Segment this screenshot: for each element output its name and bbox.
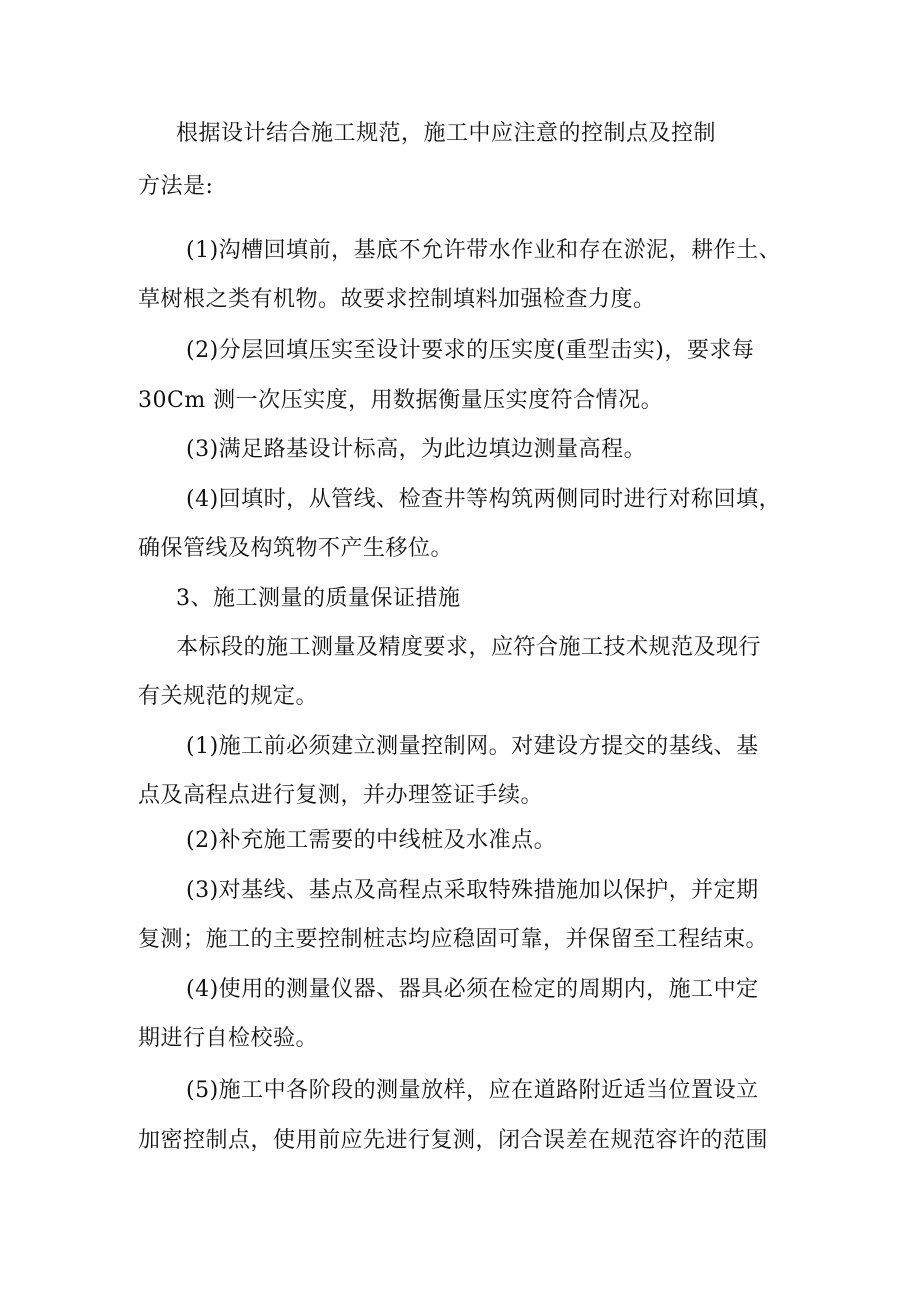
text-line: (3)满足路基设计标高，为此边填边测量高程。	[186, 437, 647, 462]
text-line: (5)施工中各阶段的测量放样，应在道路附近适当位置设立	[186, 1078, 759, 1103]
text-line: 复测；施工的主要控制桩志均应稳固可靠，并保留至工程结束。	[138, 927, 769, 952]
section-heading: 3、施工测量的质量保证措施	[176, 586, 461, 611]
text-line: (4)回填时，从管线、检查井等构筑两侧同时进行对称回填，	[186, 487, 782, 512]
text-line: (3)对基线、基点及高程点采取特殊措施加以保护，并定期	[186, 878, 759, 903]
text-line: 点及高程点进行复测，并办理签证手续。	[138, 783, 544, 808]
text-line: 确保管线及构筑物不产生移位。	[138, 536, 454, 561]
text-line: (2)分层回填压实至设计要求的压实度(重型击实)，要求每	[186, 338, 755, 363]
text-line: (1)沟槽回填前，基底不允许带水作业和存在淤泥，耕作土、	[186, 238, 782, 263]
text-line: 30Cm 测一次压实度，用数据衡量压实度符合情况。	[138, 388, 664, 413]
text-line: 加密控制点，使用前应先进行复测，闭合误差在规范容许的范围	[138, 1128, 769, 1153]
text-line: 根据设计结合施工规范，施工中应注意的控制点及控制	[176, 121, 717, 146]
text-line: (4)使用的测量仪器、器具必须在检定的周期内，施工中定	[186, 977, 759, 1002]
text-line: 方法是:	[138, 174, 214, 199]
text-line: 本标段的施工测量及精度要求，应符合施工技术规范及现行	[176, 635, 762, 660]
text-line: 草树根之类有机物。故要求控制填料加强检查力度。	[138, 287, 656, 312]
text-line: 有关规范的规定。	[138, 684, 319, 709]
text-line: 期进行自检校验。	[138, 1026, 319, 1051]
text-line: (1)施工前必须建立测量控制网。对建设方提交的基线、基	[186, 734, 759, 759]
text-line: (2)补充施工需要的中线桩及水准点。	[186, 828, 557, 853]
